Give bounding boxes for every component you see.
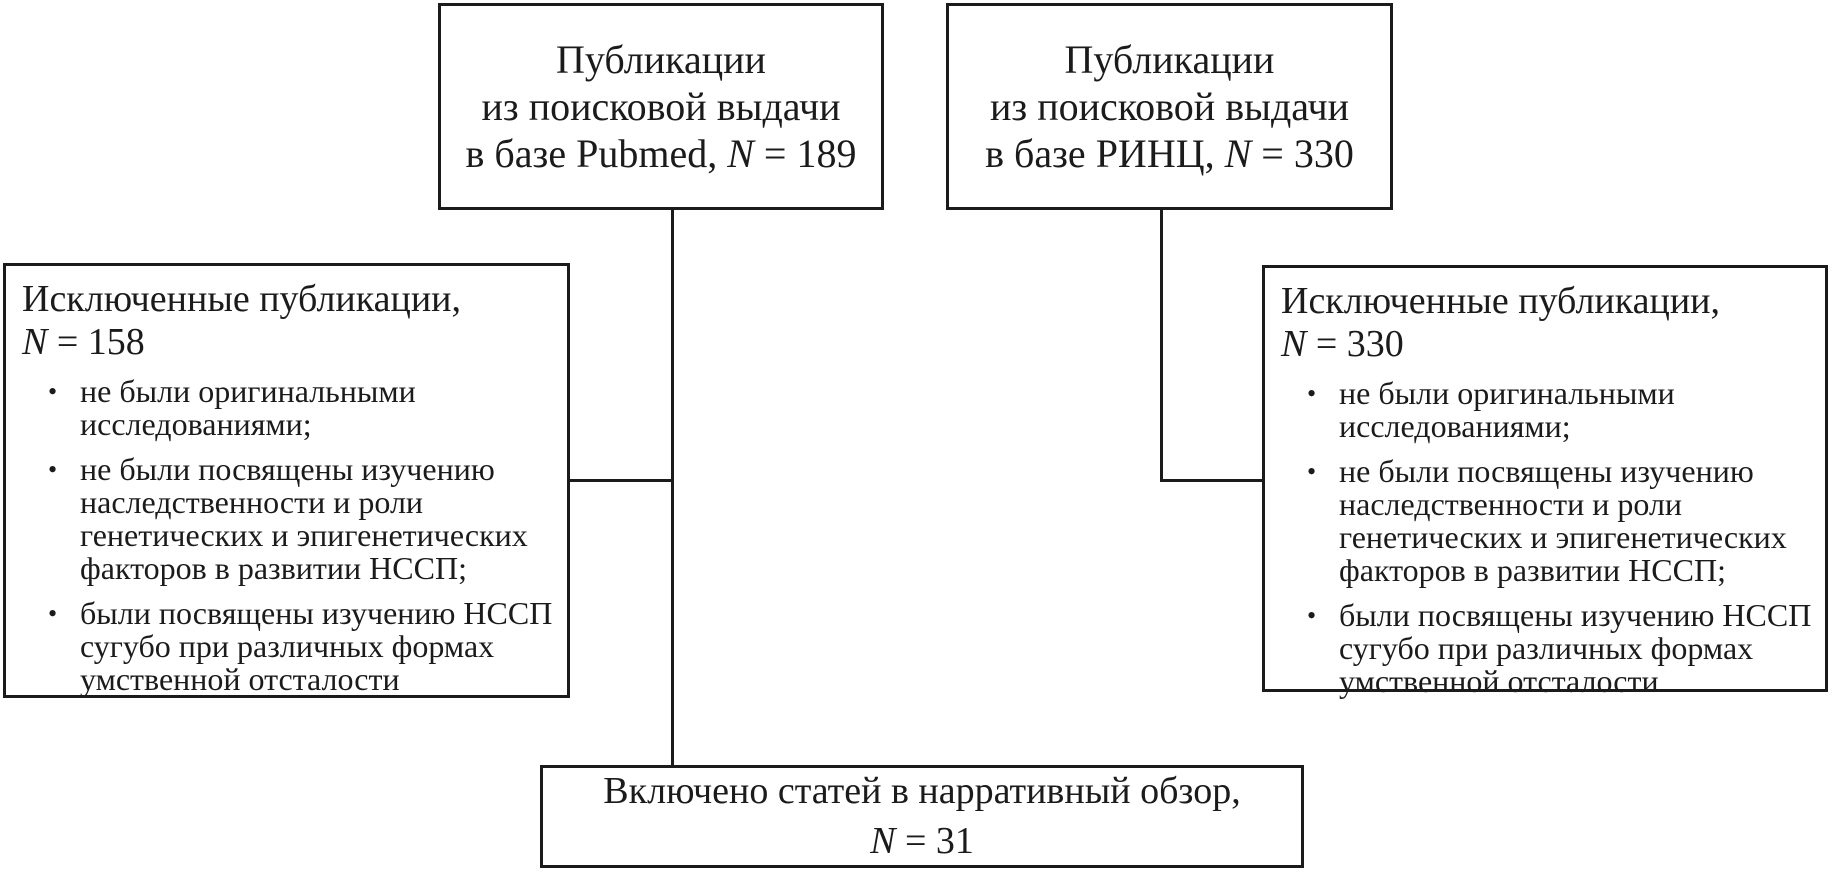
excluded-left-title-text: Исключенные публикации, xyxy=(22,278,462,320)
list-item xyxy=(22,375,559,441)
pubmed-line-3 xyxy=(466,130,857,177)
box-rinc-search-results xyxy=(946,3,1393,210)
excluded-left-criterion-1: не были оригинальными исследованиями; xyxy=(80,373,416,443)
included-n-value: = 31 xyxy=(895,819,974,862)
pubmed-line-3-text: в базе Pubmed, xyxy=(465,131,728,177)
excluded-right-criteria-list xyxy=(1281,377,1817,698)
rinc-n-value: = 330 xyxy=(1251,131,1354,177)
list-item xyxy=(1281,377,1817,443)
list-item xyxy=(1281,599,1817,698)
excluded-left-n-value: = 158 xyxy=(47,320,145,363)
excluded-left-title xyxy=(22,278,559,363)
excluded-left-criterion-3: были посвящены изучению НССП сугубо при различных формах умственной отсталости xyxy=(80,595,553,698)
box-excluded-publications-left xyxy=(3,263,570,698)
rinc-line-3-text: в базе РИНЦ, xyxy=(985,131,1225,177)
excluded-right-title-text: Исключенные публикации, xyxy=(1281,280,1721,322)
rinc-n-symbol: N xyxy=(1224,131,1252,177)
list-item xyxy=(22,597,559,696)
pubmed-n-value: = 189 xyxy=(753,131,857,177)
connector-rinc-vertical xyxy=(1160,209,1163,482)
excluded-left-criterion-2: не были посвящены изучению наследственности и роли генетических и эпигенетических факторов в развитии НССП; xyxy=(80,451,528,587)
included-line-2 xyxy=(870,817,974,866)
excluded-right-criterion-3: были посвящены изучению НССП сугубо при различных формах умственной отсталости xyxy=(1339,597,1812,700)
list-item xyxy=(22,453,559,585)
box-excluded-publications-right xyxy=(1262,265,1828,700)
included-n-symbol: N xyxy=(870,819,896,862)
excluded-left-n-symbol: N xyxy=(22,320,48,363)
rinc-line-3 xyxy=(985,130,1354,177)
bullet-icon: • xyxy=(1307,601,1317,631)
connector-left-excluded-horizontal xyxy=(570,479,673,482)
rinc-line-2: из поисковой выдачи xyxy=(990,83,1349,129)
excluded-right-title xyxy=(1281,280,1817,365)
excluded-right-criterion-2: не были посвящены изучению наследственности и роли генетических и эпигенетических факторов в развитии НССП; xyxy=(1339,453,1787,589)
bullet-icon: • xyxy=(1307,457,1317,487)
box-included-in-review xyxy=(540,765,1304,868)
bullet-icon: • xyxy=(48,377,58,407)
excluded-right-n-symbol: N xyxy=(1281,322,1307,365)
bullet-icon: • xyxy=(48,455,58,485)
connector-right-excluded-horizontal xyxy=(1160,479,1262,482)
rinc-line-1: Публикации xyxy=(1064,36,1275,82)
pubmed-line-2: из поисковой выдачи xyxy=(481,83,841,129)
included-line-1: Включено статей в нарративный обзор, xyxy=(603,770,1241,813)
excluded-right-n-value: = 330 xyxy=(1306,322,1404,365)
pubmed-line-1: Публикации xyxy=(556,36,766,82)
connector-pubmed-to-included-vertical xyxy=(671,209,674,766)
excluded-right-criterion-1: не были оригинальными исследованиями; xyxy=(1339,375,1675,445)
list-item xyxy=(1281,455,1817,587)
box-pubmed-search-results xyxy=(438,3,884,210)
excluded-left-criteria-list xyxy=(22,375,559,696)
bullet-icon: • xyxy=(48,599,58,629)
bullet-icon: • xyxy=(1307,379,1317,409)
pubmed-n-symbol: N xyxy=(727,131,754,177)
